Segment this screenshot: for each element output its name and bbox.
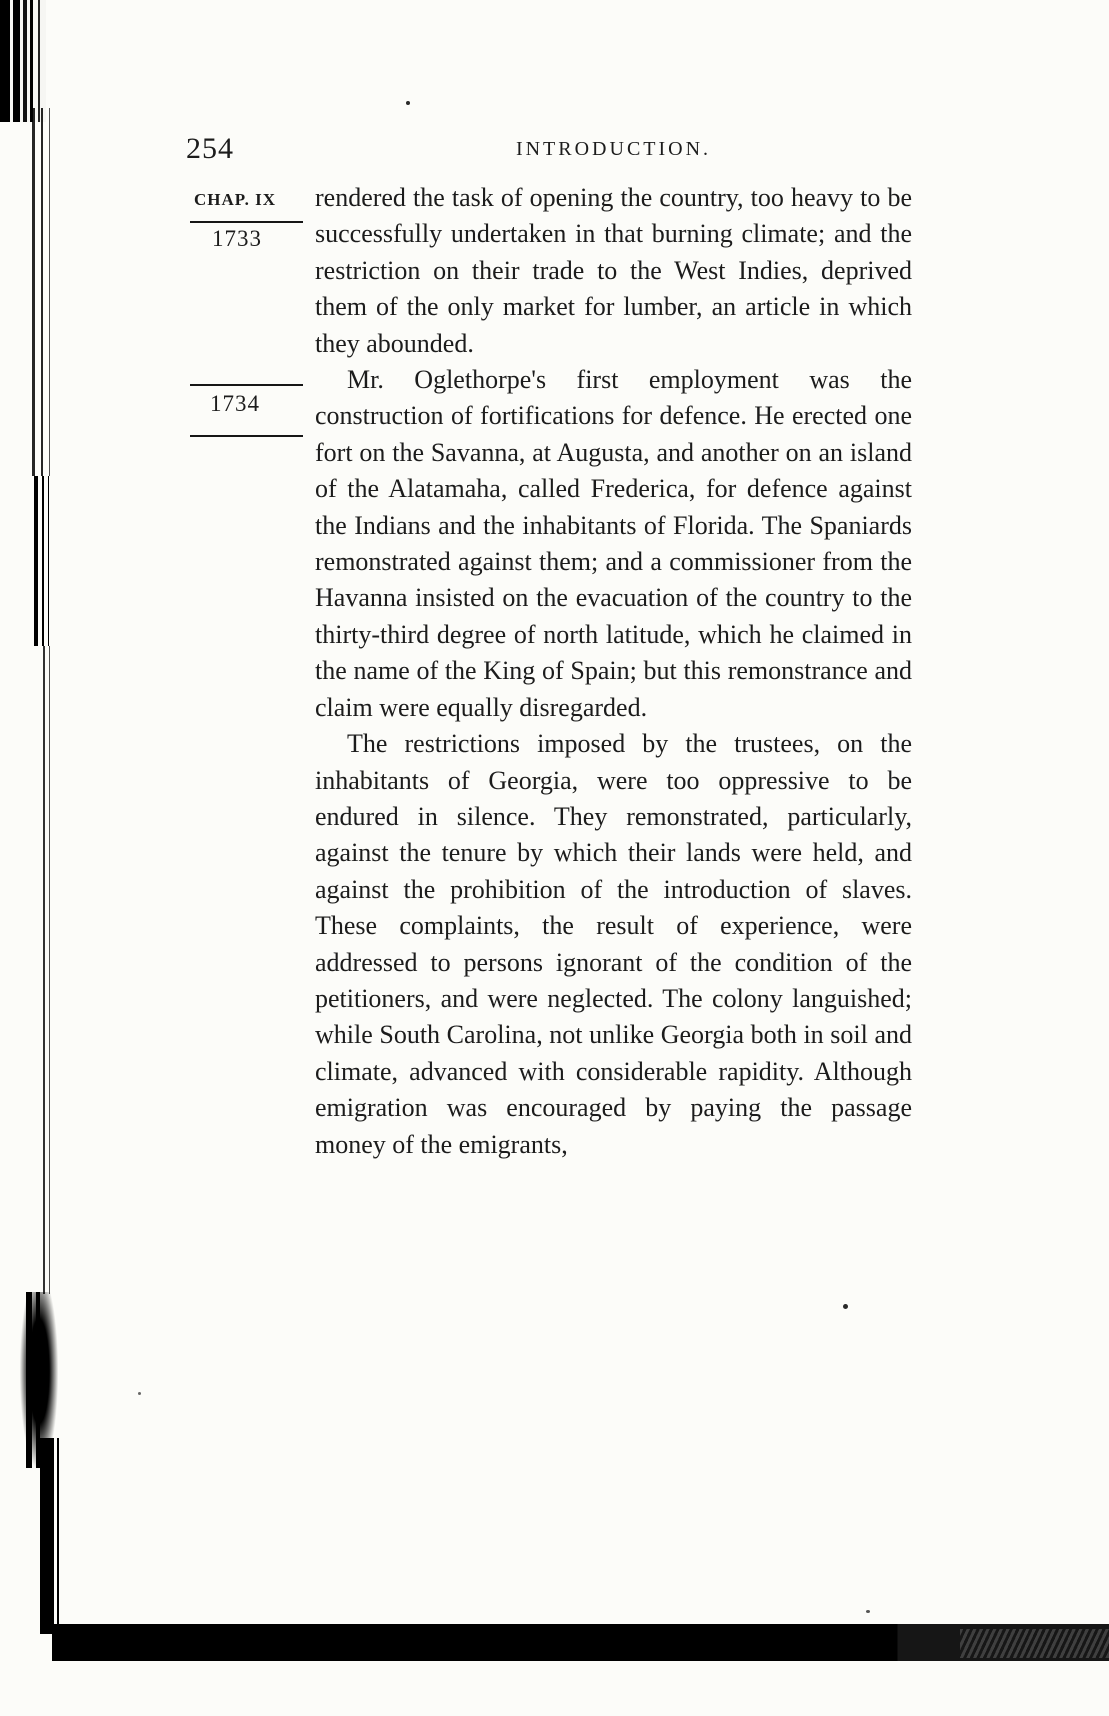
scan-speck: [843, 1304, 848, 1309]
margin-rule: [190, 435, 303, 437]
scan-speck: [866, 1610, 870, 1613]
binding-streaks-lower: [43, 646, 55, 1294]
page-number: 254: [186, 132, 234, 165]
margin-rule: [190, 221, 303, 223]
scan-bar-texture: [960, 1629, 1109, 1658]
margin-note-year-1734: 1734: [210, 391, 260, 416]
binding-band-bottom: [38, 1438, 62, 1634]
paragraph: The restrictions imposed by the trustees, on the inhabitants of Georgia, were too oppressive to be endured in silence. They remonstrated, particularly, against the tenure by which their lands were held, and against the prohibition of the introduction of slaves. These complaints, the result of experience, were addressed to persons ignorant of the condition of the petitioners, and were neglected. The colony languished; while South Carolina, not unlike Georgia both in soil and climate, advanced with considerable rapidity. Although emigration was encouraged by paying the passage money of the emigrants,: [315, 729, 912, 1159]
scan-bar-bottom: [52, 1624, 1109, 1661]
paragraph: Mr. Oglethorpe's first employment was the construction of fortifications for defence. He erected one fort on the Savanna, at Augusta, and another on an island of the Alatamaha, called Frederica, for defence against the Indians and the inhabitants of Florida. The Spaniards remonstrated against them; and a commissioner from the Havanna insisted on the evacuation of the country to the thirty-third degree of north latitude, which he claimed in the name of the King of Spain; but this remonstrance and claim were equally disregarded.: [315, 365, 912, 722]
scan-speck: [138, 1392, 141, 1395]
running-header: INTRODUCTION.: [515, 138, 712, 160]
margin-note-year-1733: 1733: [212, 226, 262, 251]
binding-streaks-upper: [32, 108, 58, 476]
margin-rule: [190, 384, 303, 386]
binding-shadow-top-left: [0, 0, 46, 122]
margin-note-chapter: CHAP. IX: [194, 190, 276, 209]
paragraph: rendered the task of opening the country, too heavy to be successfully undertaken in that burning climate; and the restriction on their trade to the West Indies, deprived them of the only market for lumber, an article in which they abounded.: [315, 183, 912, 358]
binding-streaks-middle: [34, 476, 54, 646]
body-text-column: [315, 180, 912, 1163]
scan-speck: [406, 101, 410, 105]
